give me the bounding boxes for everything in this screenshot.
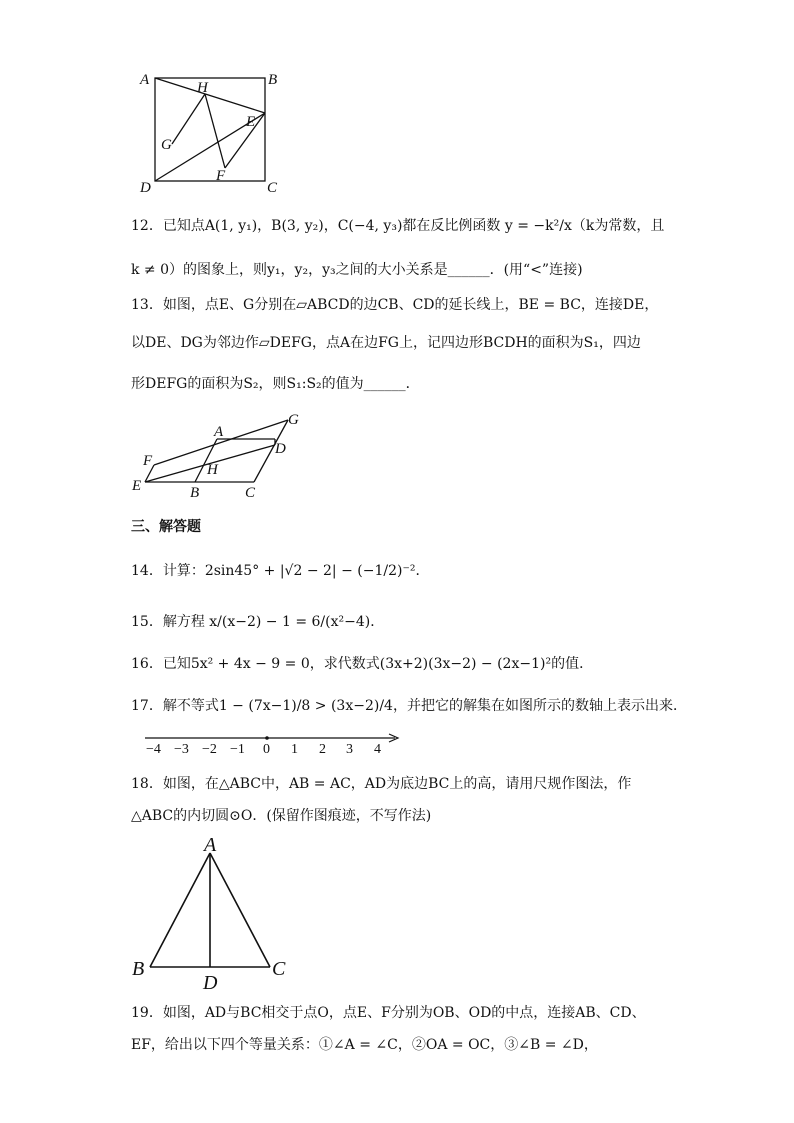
label-A: A	[214, 424, 224, 440]
label-G: G	[161, 137, 172, 153]
number-line-svg	[140, 730, 405, 760]
q12-line1: 12．已知点A(1, y₁)，B(3, y₂)，C(−4, y₃)都在反比例函数 y = −k²/x（k为常数，且	[131, 218, 665, 234]
label-E: E	[246, 114, 256, 130]
square-figure-svg	[136, 70, 286, 198]
q18-line1: 18．如图，在△ABC中，AB = AC，AD为底边BC上的高，请用尺规作图法，作	[131, 776, 632, 792]
label-C: C	[267, 180, 278, 196]
label-B: B	[268, 72, 278, 88]
q19-line1: 19．如图，AD与BC相交于点O，点E、F分别为OB、OD的中点，连接AB、CD、	[131, 1005, 646, 1021]
q13-line1: 13．如图，点E、G分别在▱ABCD的边CB、CD的延长线上，BE = BC，连接DE，	[131, 297, 659, 313]
q15: 15．解方程 x/(x−2) − 1 = 6/(x²−4)．	[131, 614, 385, 630]
origin-dot	[265, 736, 269, 740]
q19-line2: EF，给出以下四个等量关系：①∠A = ∠C，②OA = OC，③∠B = ∠D，	[131, 1037, 598, 1053]
q13-line2: 以DE、DG为邻边作▱DEFG，点A在边FG上，记四边形BCDH的面积为S₁，四边	[131, 335, 641, 351]
label-C: C	[245, 485, 256, 501]
tick-label: 3	[346, 742, 353, 757]
label-D: D	[275, 441, 286, 457]
label-F: F	[216, 168, 226, 184]
q14: 14．计算：2sin45° + |√2 − 2| − (−1/2)⁻²．	[131, 563, 430, 579]
tick-label: 1	[291, 742, 298, 757]
label-B: B	[132, 958, 145, 980]
tick-label: −3	[174, 742, 189, 757]
number-line	[140, 730, 405, 760]
parallelogram-figure	[130, 410, 310, 502]
parallelogram-figure-svg	[130, 410, 310, 502]
section-title: 三、解答题	[131, 519, 201, 535]
label-C: C	[272, 958, 286, 980]
label-H: H	[197, 80, 208, 96]
q17: 17．解不等式1 − (7x−1)/8 > (3x−2)/4，并把它的解集在如图所示的数轴上表示出来．	[131, 698, 687, 714]
label-A: A	[140, 72, 150, 88]
q12-line2: k ≠ 0）的图象上，则y₁，y₂，y₃之间的大小关系是______．(用“<”连接)	[131, 262, 583, 278]
q18-line2: △ABC的内切圆⊙O．(保留作图痕迹，不写作法)	[131, 808, 432, 824]
tick-label: 4	[374, 742, 381, 757]
label-D: D	[140, 180, 151, 196]
label-G: G	[288, 412, 299, 428]
triangle-figure-svg	[128, 835, 298, 995]
tick-label: −2	[202, 742, 217, 757]
label-E: E	[132, 478, 142, 494]
label-A: A	[204, 834, 217, 856]
label-H: H	[207, 462, 218, 478]
square-figure	[136, 70, 286, 198]
q16: 16．已知5x² + 4x − 9 = 0，求代数式(3x+2)(3x−2) − (2x−1)²的值．	[131, 656, 594, 672]
label-D: D	[203, 972, 218, 994]
tick-label: −4	[146, 742, 161, 757]
tick-label: −1	[230, 742, 245, 757]
label-B: B	[190, 485, 200, 501]
q13-line3: 形DEFG的面积为S₂，则S₁:S₂的值为______．	[131, 376, 420, 392]
label-F: F	[143, 453, 153, 469]
tick-label: 2	[319, 742, 326, 757]
tick-label: 0	[263, 742, 270, 757]
triangle-figure	[128, 835, 298, 995]
